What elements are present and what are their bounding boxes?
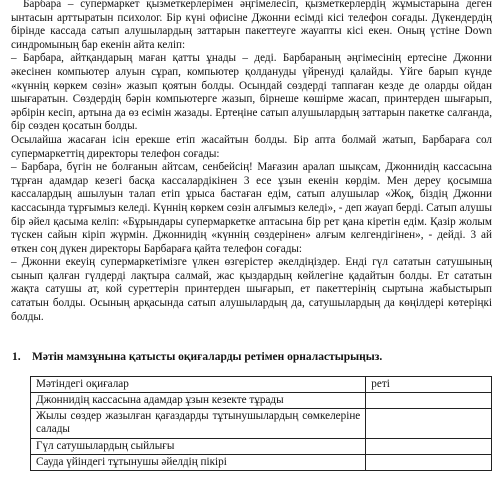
events-order-table	[30, 376, 492, 471]
task-question	[12, 350, 490, 364]
table-row	[31, 409, 492, 439]
event-cell: Джоннидің кассасына адамдар ұзын кезекте тұрады	[31, 393, 366, 409]
passage-paragraph: – Джонни екеуің супермаркетімізге үлкен өзгерістер әкелдіңіздер. Енді гүл сататын сатушының сынып қалған гүлдерді лақтыра салмай, жас қыздардың көйлегіне қадайтын болды. Ет сататын жақта сатушы ат, кой суреттерін принтерден шығарып, ет пакеттерінің сыртына жабыстырып сататын болды. Осының арқасында сатып алушылардың да, сатушылардың да көңілдері көтеріңкі болды.	[11, 256, 492, 323]
passage-paragraph: Осылайша жасаған ісін ерекше етіп жасайтын болды. Бір апта болмай жатып, Барбараға сол супермаркеттің директоры телефон соғады:	[11, 133, 492, 160]
table-header-row	[31, 377, 492, 393]
reading-passage	[11, 0, 492, 324]
passage-paragraph: Барбара – супермаркет қызметкерлерімен әңгімелесіп, қызметкерлердің жұмыстарына деген ынтасын арттыратын психолог. Бір күні офисіне Джонни есімді кісі телефон соғады. Дүкендердің бірінде кассада сатып алушылардың заттарын пакеттеуге жауапты кісі екен. Оның үстіне Down синдромының бар екенін айта келіп:	[11, 0, 492, 51]
task-number: 1.	[12, 351, 21, 363]
order-cell[interactable]	[366, 439, 492, 455]
passage-paragraph: – Барбара, айтқандарың маған қатты ұнады – деді. Барбараның әңгімесінің ертесіне Джонни әкесінен компьютер алуын сұрап, компьютер қолдануды үйренуді қалайды. Үйге барып күнде «күннің көркем сөзін» жазып қоятын болды. Осындай сөздерді таппаған кезде де оларды ойдан шығаратын. Сөздердің бәрін компьютерге жазып, бірнеше көшірме жасап, принтерден шығарып, әрбірін кесіп, артына да өз есімін жазады. Ертеңіне сатып алушылардың заттарын пакетке салғанда, бір сөзден қосатын болды.	[11, 52, 492, 133]
event-cell: Жылы сөздер жазылған қағаздарды тұтынушылардың сөмкелеріне салады	[31, 409, 366, 439]
order-cell[interactable]	[366, 409, 492, 439]
order-cell[interactable]	[366, 455, 492, 471]
table-row	[31, 455, 492, 471]
event-cell: Сауда үйіндегі тұтынушы әйелдің пікірі	[31, 455, 366, 471]
table-row	[31, 439, 492, 455]
column-header-events: Мәтіндегі оқиғалар	[31, 377, 366, 393]
task-question-text: Мәтін мамзұнына қатысты оқиғаларды ретімен орналастырыңыз.	[32, 351, 383, 363]
table-row	[31, 393, 492, 409]
event-cell: Гүл сатушылардың сыйлығы	[31, 439, 366, 455]
order-cell[interactable]	[366, 393, 492, 409]
column-header-order: реті	[366, 377, 492, 393]
passage-paragraph: – Барбара, бүгін не болғанын айтсам, сенбейсің! Мағазин аралап шықсам, Джоннидің кассасына тұрған адамдар кезегі басқа кассалардікінен 3 есе ұзын екенін көрдім. Мен дереу қосымша кассалардың ашылуын талап етіп ұрыса бастаған едім, сатып алушылар «Жоқ, біздің Джонни кассасында тұрғымыз келеді. Күннің көркем сөзін алғымыз келеді», - деп жауап берді. Сатып алушы бір әйел қасыма келіп: «Бұрындары супермаркетке аптасына бір рет қана кіретін едім. Қазір жолым түскен сайын кіріп жүрмін. Джоннидің «күннің сөздерінен» алғым келгендігінен», - дейді. 3 ай өткен соң дүкен директоры Барбараға қайта телефон соғады:	[11, 161, 492, 255]
